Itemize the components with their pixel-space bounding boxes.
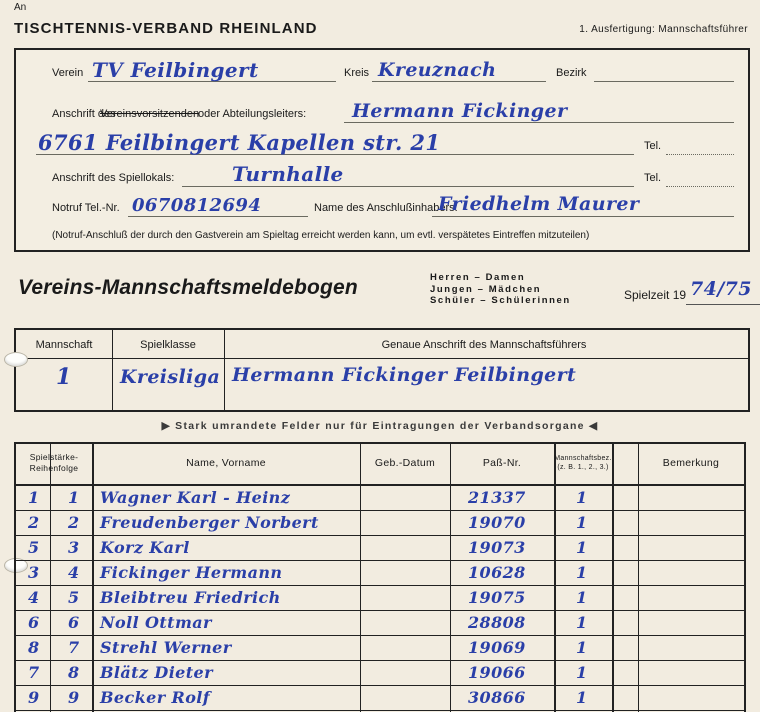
category-herren-damen: Herren – Damen (430, 272, 526, 283)
phone-label-1: Tel. (644, 140, 662, 152)
venue-rule (182, 186, 634, 187)
club-label: Verein (52, 67, 84, 79)
subscriber-value: Friedhelm Maurer (438, 193, 640, 215)
player-name: Korz Karl (100, 538, 190, 557)
player-mbez: 1 (576, 588, 588, 607)
player-pass: 28808 (468, 613, 526, 632)
player-name: Bleibtreu Friedrich (100, 588, 281, 607)
season-rule (686, 304, 760, 305)
player-rank-b: 7 (68, 638, 80, 657)
player-pass: 19069 (468, 638, 526, 657)
player-name: Freudenberger Norbert (100, 513, 319, 532)
player-rank-a: 4 (28, 588, 40, 607)
player-rank-a: 1 (28, 488, 40, 507)
players-row-rule-4 (16, 585, 744, 586)
players-col-header-pass: Paß-Nr. (482, 457, 522, 469)
subscriber-rule (432, 216, 734, 217)
player-rank-b: 5 (68, 588, 80, 607)
player-rank-a: 5 (28, 538, 40, 557)
team-table-header-rule (16, 358, 748, 359)
category-list (430, 272, 571, 307)
district-value: Kreuznach (378, 59, 497, 81)
phone-rule-2 (666, 186, 734, 187)
player-mbez: 1 (576, 563, 588, 582)
district-label: Kreis (344, 67, 370, 79)
player-rank-a: 7 (28, 663, 40, 682)
district-rule (372, 81, 546, 82)
player-rank-b: 6 (68, 613, 80, 632)
team-col-header-team: Mannschaft (35, 339, 93, 351)
addressee-label: An (14, 2, 27, 13)
player-pass: 10628 (468, 563, 526, 582)
association-title: TISCHTENNIS-VERBAND RHEINLAND (14, 20, 318, 37)
player-rank-b: 2 (68, 513, 80, 532)
season-label: Spielzeit 19 (624, 288, 687, 302)
club-value: TV Feilbingert (92, 58, 259, 82)
players-col-header-name: Name, Vorname (186, 457, 266, 469)
region-label: Bezirk (556, 67, 587, 79)
form-title-band (14, 272, 752, 314)
player-pass: 19073 (468, 538, 526, 557)
player-mbez: 1 (576, 613, 588, 632)
player-rank-b: 8 (68, 663, 80, 682)
player-pass: 19075 (468, 588, 526, 607)
address-value-street: 6761 Feilbingert Kapellen str. 21 (38, 130, 441, 155)
phone-rule-1 (666, 154, 734, 155)
player-rank-a: 2 (28, 513, 40, 532)
player-rank-b: 9 (68, 688, 80, 707)
players-row-rule-7 (16, 660, 744, 661)
arrow-right-icon: ▶ (161, 420, 171, 432)
players-table (14, 442, 746, 712)
player-name: Fickinger Hermann (100, 563, 283, 582)
address-rule-1 (344, 122, 734, 123)
address-label-struck: Vereinsvorsitzenden (100, 108, 200, 120)
verband-note-strip (14, 420, 746, 432)
arrow-left-icon: ◀ (589, 420, 599, 432)
player-mbez: 1 (576, 488, 588, 507)
player-name: Becker Rolf (100, 688, 211, 707)
player-pass: 19066 (468, 663, 526, 682)
players-row-rule-3 (16, 560, 744, 561)
player-name: Wagner Karl - Heinz (100, 488, 291, 507)
player-mbez: 1 (576, 688, 588, 707)
players-row-rule-1 (16, 510, 744, 511)
players-col-header-geb: Geb.-Datum (374, 457, 436, 469)
player-rank-a: 3 (28, 563, 40, 582)
player-pass: 19070 (468, 513, 526, 532)
emergency-phone-label: Notruf Tel.-Nr. (52, 202, 120, 214)
players-row-rule-9 (16, 710, 744, 711)
players-col-header-rank: Spielstärke-Reihenfolge (29, 452, 79, 473)
team-row-class: Kreisliga (120, 366, 221, 388)
player-pass: 21337 (468, 488, 526, 507)
category-schueler: Schüler – Schülerinnen (430, 295, 571, 306)
players-row-rule-2 (16, 535, 744, 536)
category-jungen-maedchen: Jungen – Mädchen (430, 283, 542, 295)
players-row-rule-5 (16, 610, 744, 611)
player-name: Noll Ottmar (100, 613, 212, 632)
emergency-phone-value: 0670812694 (132, 195, 262, 216)
players-col-header-bemerkung: Bemerkung (662, 457, 720, 469)
team-col-header-class: Spielklasse (140, 339, 196, 351)
player-mbez: 1 (576, 513, 588, 532)
players-row-rule-6 (16, 635, 744, 636)
team-row-address: Hermann Fickinger Feilbingert (232, 364, 577, 386)
emergency-footnote: (Notruf-Anschluß der durch den Gastverein am Spieltag erreicht werden kann, um evtl. verspätetes Eintreffen mitzuteilen) (52, 230, 590, 241)
player-mbez: 1 (576, 538, 588, 557)
emergency-phone-rule (128, 216, 308, 217)
punch-hole-top (4, 352, 28, 367)
venue-label: Anschrift des Spiellokals: (52, 172, 175, 184)
player-rank-a: 8 (28, 638, 40, 657)
venue-value: Turnhalle (232, 162, 344, 186)
team-table (14, 328, 750, 412)
player-mbez: 1 (576, 638, 588, 657)
verband-note-text: Stark umrandete Felder nur für Eintragungen der Verbandsorgane (175, 420, 585, 432)
address-value-name: Hermann Fickinger (352, 100, 568, 122)
players-col-header-mbez: Mannschaftsbez. (z. B. 1., 2., 3.) (554, 455, 612, 471)
phone-label-2: Tel. (644, 172, 662, 184)
address-label-part1: Anschrift des (52, 108, 116, 120)
team-row-team: 1 (56, 364, 72, 390)
player-name: Blätz Dieter (100, 663, 213, 682)
address-label-part2: oder Abteilungsleiters: (198, 108, 307, 120)
subscriber-label: Name des Anschlußinhabers: (314, 202, 458, 214)
player-pass: 30866 (468, 688, 526, 707)
player-mbez: 1 (576, 663, 588, 682)
player-rank-b: 3 (68, 538, 80, 557)
copy-designation: 1. Ausfertigung: Mannschaftsführer (579, 24, 748, 35)
season-value: 74/75 (690, 278, 752, 300)
players-row-rule-8 (16, 685, 744, 686)
player-rank-b: 1 (68, 488, 80, 507)
players-header-rule (16, 484, 744, 486)
player-rank-a: 9 (28, 688, 40, 707)
club-details-box (14, 48, 750, 252)
team-col-header-address: Genaue Anschrift des Mannschaftsführers (381, 339, 587, 351)
form-title: Vereins-Mannschaftsmeldebogen (18, 276, 358, 299)
player-name: Strehl Werner (100, 638, 232, 657)
player-rank-b: 4 (68, 563, 80, 582)
region-rule (594, 81, 734, 82)
player-rank-a: 6 (28, 613, 40, 632)
